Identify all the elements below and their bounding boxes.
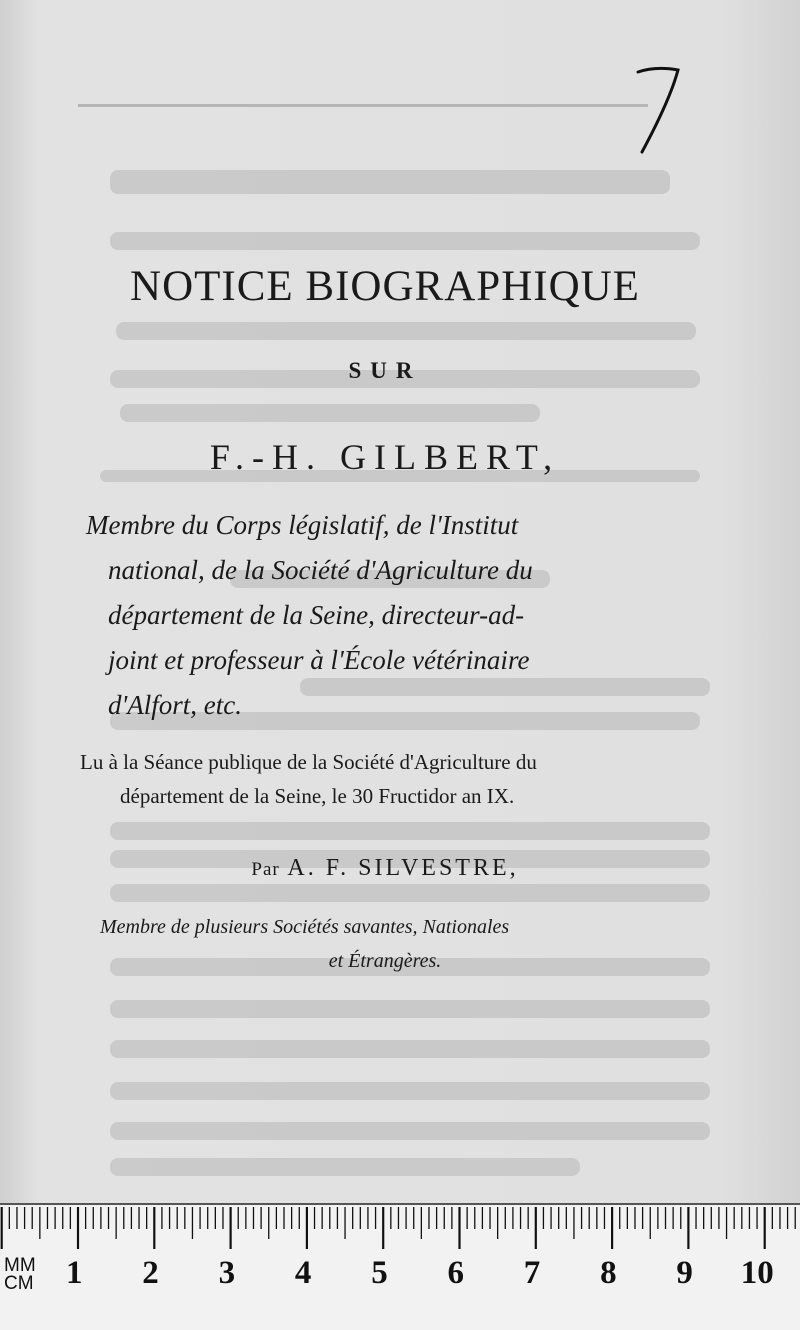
ruler-number: 5	[371, 1255, 388, 1291]
measuring-ruler	[0, 1203, 800, 1330]
header-rule	[78, 104, 648, 107]
ruler-unit-mm: MM	[4, 1255, 36, 1276]
ruler-unit-cm: CM	[4, 1273, 34, 1294]
ruler-number: 6	[447, 1255, 464, 1291]
reading-line: Lu à la Séance publique de la Société d'Agriculture du	[80, 750, 537, 774]
ruler-number: 2	[142, 1255, 159, 1291]
author-prefix: Par	[251, 859, 280, 880]
ruler-number: 7	[523, 1255, 541, 1291]
description-line: département de la Seine, directeur-ad-	[108, 600, 525, 630]
author-description-line: Membre de plusieurs Sociétés savantes, Nationales	[100, 916, 510, 938]
title-preposition: SUR	[348, 358, 422, 383]
description-line: joint et professeur à l'École vétérinaire	[108, 645, 530, 675]
ruler-number: 4	[294, 1255, 312, 1291]
description-line: national, de la Société d'Agriculture du	[108, 555, 533, 585]
ruler-units	[4, 1257, 36, 1293]
description-line: d'Alfort, etc.	[108, 690, 242, 720]
author-description	[100, 910, 710, 978]
reading-line: département de la Seine, le 30 Fructidor an IX.	[120, 784, 515, 808]
subject-description	[86, 503, 706, 728]
handwritten-folio-number	[630, 60, 690, 160]
ruler-number: 9	[676, 1255, 693, 1291]
page-title: NOTICE BIOGRAPHIQUE	[130, 263, 640, 310]
ruler-number: 8	[600, 1255, 617, 1291]
subject-name: F.-H. GILBERT,	[209, 437, 561, 477]
author-line	[0, 855, 770, 882]
ruler-number: 1	[66, 1255, 83, 1291]
author-name: A. F. SILVESTRE,	[287, 855, 519, 881]
ruler-number: 3	[218, 1255, 236, 1291]
description-line: Membre du Corps législatif, de l'Institut	[86, 510, 519, 540]
ruler-number: 10	[740, 1255, 774, 1291]
reading-note	[80, 745, 710, 813]
author-description-line: et Étrangères.	[328, 950, 442, 972]
